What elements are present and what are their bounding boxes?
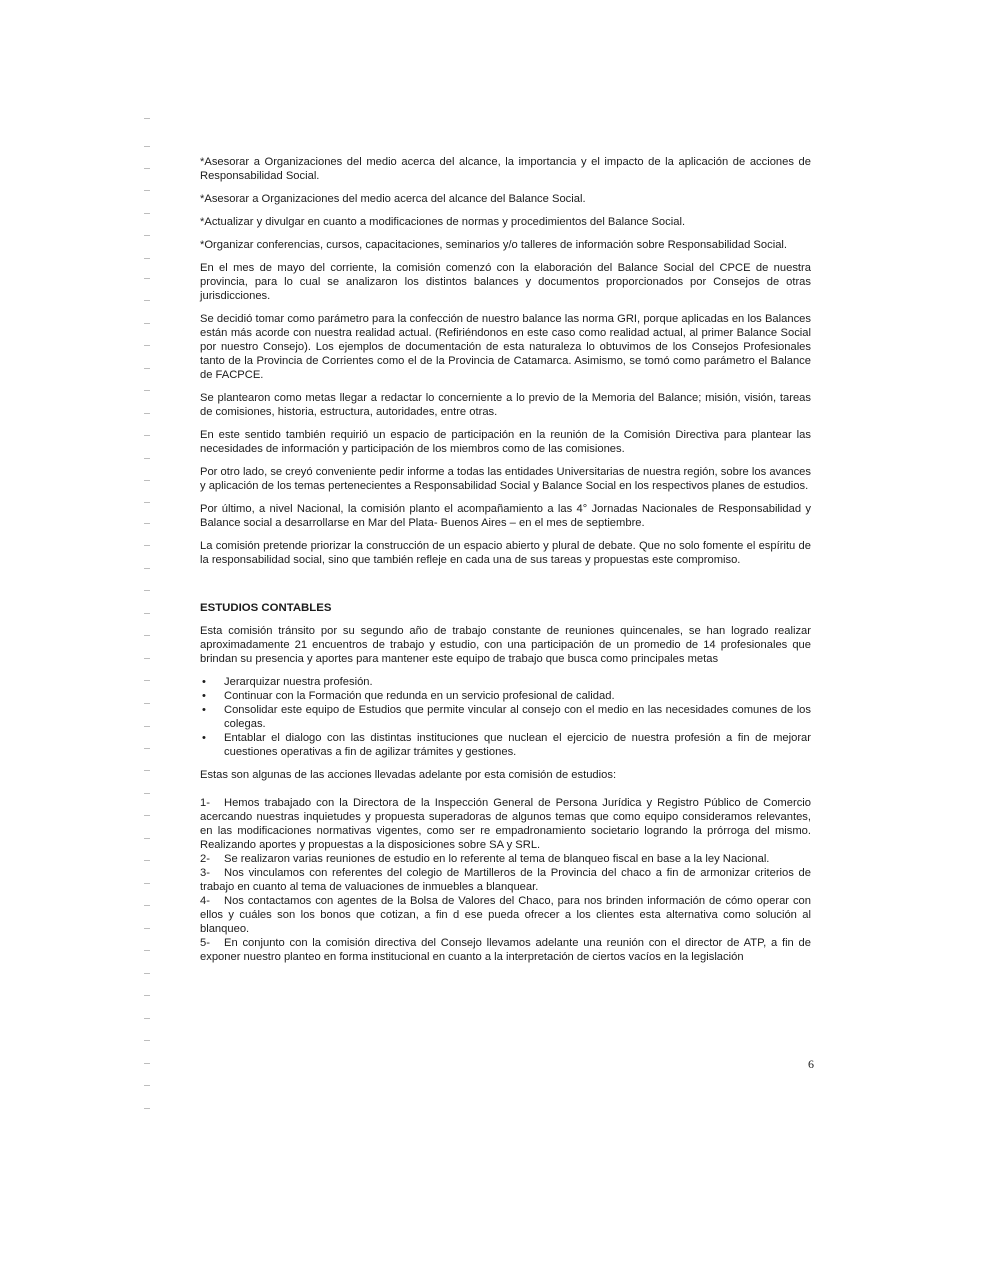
list-item-text: Hemos trabajado con la Directora de la Inspección General de Persona Jurídica y Registro Público de Comercio acercando nuestras inquietudes y propuesta superadoras de algunos temas que como equipo consideramos relevantes, en las modificaciones normativas vigentes, como ser re empadronamiento societario logrando la prórroga del mismo. Realizando aportes y propuestas a la disposiciones sobre SA y SRL.	[200, 797, 811, 851]
list-item	[200, 796, 811, 852]
list-item-number: 1-	[200, 797, 210, 809]
list-item-text: Nos vinculamos con referentes del colegio de Martilleros de la Provincia del chaco a fin de armonizar criterios de trabajo en cuanto al tema de valuaciones de inmuebles a blanquear.	[200, 867, 811, 893]
list-item-text: En conjunto con la comisión directiva del Consejo llevamos adelante una reunión con el director de ATP, a fin de exponer nuestro planteo en forma institucional en cuanto a la interpretación de ciertos vacíos en la legislación	[200, 937, 811, 963]
list-item	[200, 703, 811, 731]
paragraph: Se decidió tomar como parámetro para la confección de nuestro balance las norma GRI, porque aplicadas en los Balances están más acorde con nuestra realidad actual. (Refiriéndonos en este caso como realidad actual, al primer Balance Social por nuestro Consejo). Los ejemplos de documentación de esta naturaleza lo obtuvimos de los Consejos Profesionales tanto de la Provincia de Corrientes como el de la Provincia de Catamarca. Asimismo, se tomó como parámetro el Balance de FACPCE.	[200, 313, 811, 381]
paragraph: *Asesorar a Organizaciones del medio acerca del alcance del Balance Social.	[200, 193, 586, 205]
paragraph: Por último, a nivel Nacional, la comisión planto el acompañamiento a las 4° Jornadas Nacionales de Responsabilidad y Balance social a desarrollarse en Mar del Plata- Buenos Aires – en el mes de septiembre.	[200, 503, 811, 529]
list-item-text: Consolidar este equipo de Estudios que permite vincular al consejo con el medio en las necesidades comunes de los colegas.	[224, 704, 811, 730]
list-item	[200, 675, 811, 689]
paragraph: Se plantearon como metas llegar a redactar lo concerniente a lo previo de la Memoria del Balance; misión, visión, tareas de comisiones, historia, estructura, autoridades, entre otras.	[200, 392, 811, 418]
paragraph: *Actualizar y divulgar en cuanto a modificaciones de normas y procedimientos del Balance Social.	[200, 216, 686, 228]
list-item-number: 4-	[200, 895, 210, 907]
page-number: 6	[808, 1057, 814, 1071]
list-item	[200, 689, 811, 703]
bullet-icon: •	[202, 690, 206, 702]
bullet-icon: •	[202, 676, 206, 688]
paragraph: *Organizar conferencias, cursos, capacitaciones, seminarios y/o talleres de información sobre Responsabilidad Social.	[200, 239, 788, 251]
actions-intro: Estas son algunas de las acciones llevadas adelante por esta comisión de estudios:	[200, 769, 617, 781]
list-item-number: 3-	[200, 867, 210, 879]
bullet-icon: •	[202, 732, 206, 744]
paragraph: La comisión pretende priorizar la construcción de un espacio abierto y plural de debate. Que no solo fomente el espíritu de la responsabilidad social, sino que también refleje en cada una de sus tareas y propuestas este compromiso.	[200, 540, 811, 566]
list-item-number: 2-	[200, 853, 210, 865]
list-item	[200, 852, 811, 866]
paragraph: En el mes de mayo del corriente, la comisión comenzó con la elaboración del Balance Social del CPCE de nuestra provincia, para lo cual se analizaron los distintos balances y documentos proporcionados por Consejos de otras jurisdicciones.	[200, 262, 811, 302]
list-item-text: Entablar el dialogo con las distintas instituciones que nuclean el ejercicio de nuestra profesión a fin de mejorar cuestiones operativas a fin de agilizar trámites y gestiones.	[224, 732, 811, 758]
list-item-number: 5-	[200, 937, 210, 949]
scan-margin-marks	[144, 118, 158, 1128]
paragraph: En este sentido también requirió un espacio de participación en la reunión de la Comisión Directiva para plantear las necesidades de información y participación de los miembros como de las comisiones.	[200, 429, 811, 455]
list-item	[200, 894, 811, 936]
bullet-icon: •	[202, 704, 206, 716]
section-spacer	[200, 576, 811, 601]
list-item	[200, 866, 811, 894]
list-item	[200, 731, 811, 759]
list-item-text: Continuar con la Formación que redunda en un servicio profesional de calidad.	[224, 690, 615, 702]
section-intro: Esta comisión tránsito por su segundo año de trabajo constante de reuniones quincenales, se han logrado realizar aproximadamente 21 encuentros de trabajo y estudio, con una participación de un promedio de 14 profesionales que brindan su presencia y aportes para mantener este equipo de trabajo que busca como principales metas	[200, 625, 811, 665]
paragraph: *Asesorar a Organizaciones del medio acerca del alcance, la importancia y el impacto de la aplicación de acciones de Responsabilidad Social.	[200, 156, 811, 182]
list-item-text: Nos contactamos con agentes de la Bolsa de Valores del Chaco, para nos brinden información de cómo operar con ellos y cuáles son los bonos que cotizan, a fin d ese pueda ofrecer a los clientes esta alternativa como solución al blanqueo.	[200, 895, 811, 935]
goals-list	[200, 675, 811, 759]
list-item-text: Se realizaron varias reuniones de estudio en lo referente al tema de blanqueo fiscal en base a la ley Nacional.	[224, 853, 770, 865]
actions-list	[200, 796, 811, 964]
document-body	[200, 155, 811, 964]
paragraph: Por otro lado, se creyó conveniente pedir informe a todas las entidades Universitarias de nuestra región, sobre los avances y aplicación de los temas pertenecientes a Responsabilidad Social y Balance Social en los respectivos planes de estudios.	[200, 466, 811, 492]
list-item-text: Jerarquizar nuestra profesión.	[224, 676, 373, 688]
section-heading: ESTUDIOS CONTABLES	[200, 602, 332, 614]
list-item	[200, 936, 811, 964]
